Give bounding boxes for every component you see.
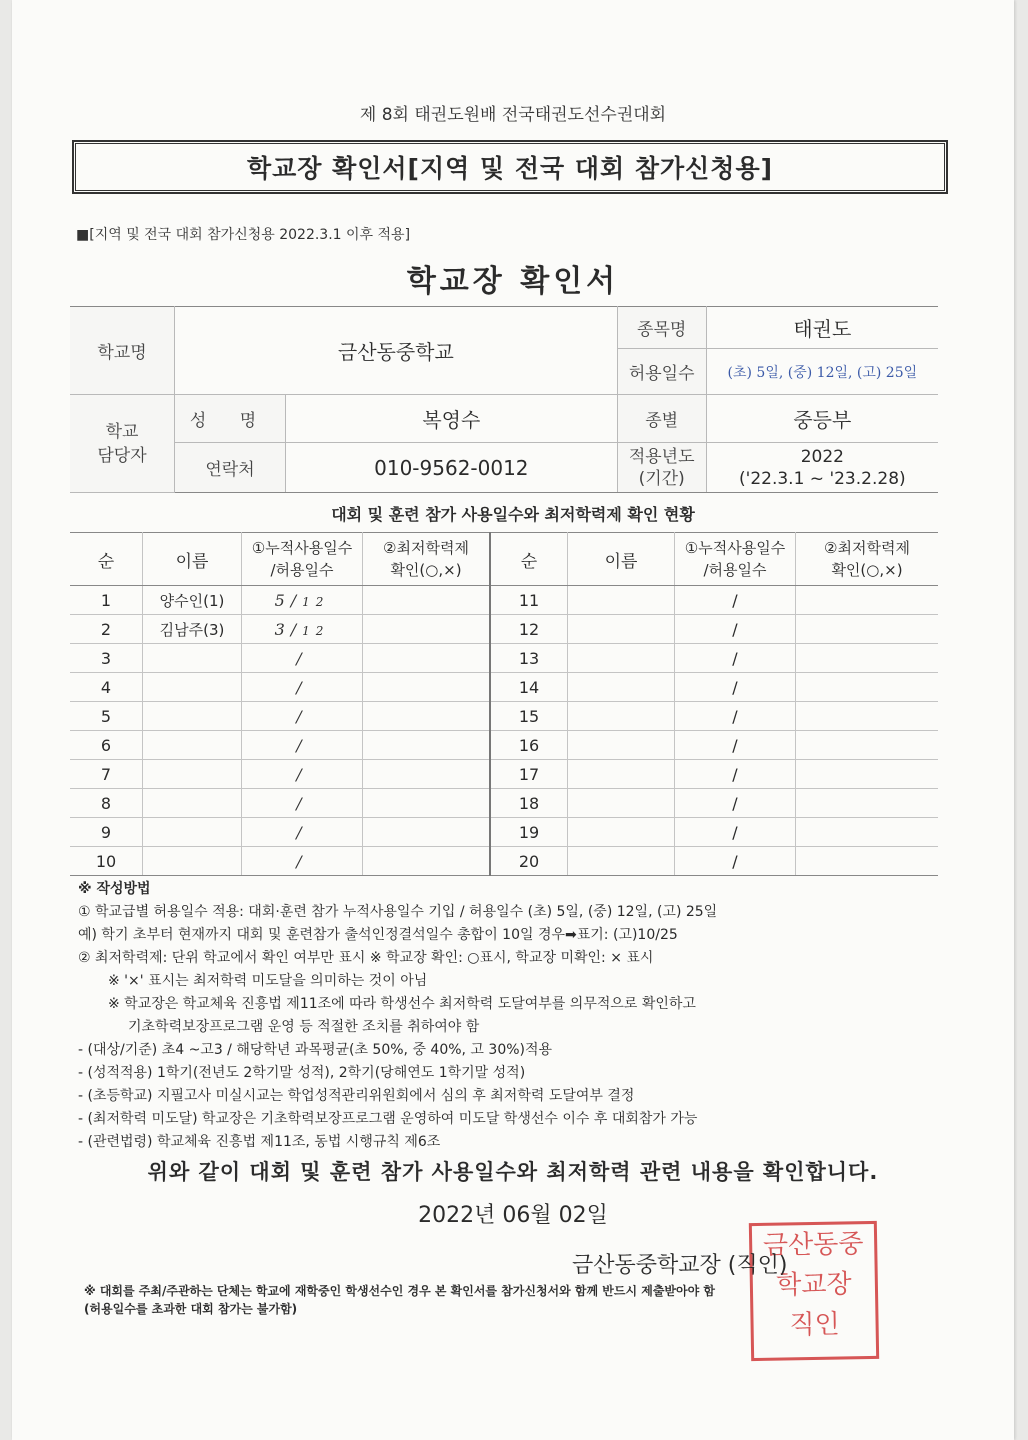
student-name (568, 731, 675, 760)
instruction-line: - (성적적용) 1학기(전년도 2학기말 성적), 2학기(당해연도 1학기말 성적) (78, 1065, 526, 1081)
status-title: 대회 및 훈련 참가 사용일수와 최저학력제 확인 현황 (331, 505, 695, 524)
check-cell (796, 673, 939, 702)
document-title-box (72, 140, 948, 194)
used-days: 5 (274, 590, 291, 610)
student-name (568, 760, 675, 789)
slash: / (290, 619, 303, 639)
slash: / (296, 706, 308, 726)
days-cell (242, 818, 363, 847)
days-cell (242, 760, 363, 789)
student-name (143, 702, 242, 731)
table-row (70, 847, 938, 876)
check-cell (796, 586, 939, 615)
table-row (70, 789, 938, 818)
footnote-line: ※ 대회를 주최/주관하는 단체는 학교에 재학중인 학생선수인 경우 본 확인서를 참가신청서와 함께 반드시 제출받아야 함 (84, 1284, 715, 1298)
days-cell (242, 673, 363, 702)
student-name (568, 644, 675, 673)
row-number: 14 (490, 673, 568, 702)
days-cell: / (675, 847, 796, 876)
slash: / (296, 735, 308, 755)
row-number: 3 (70, 644, 143, 673)
category-label: 종별 (617, 395, 706, 443)
days-cell (242, 615, 363, 644)
year-value: 2022 (800, 446, 844, 467)
table-row (70, 760, 938, 789)
name-label: 성 명 (175, 395, 286, 443)
days-cell: / (675, 644, 796, 673)
days-cell: / (675, 586, 796, 615)
row-number: 9 (70, 818, 143, 847)
check-cell (796, 702, 939, 731)
issue-date: 2022년 06월 02일 (418, 1203, 608, 1228)
confirmation-statement: 위와 같이 대회 및 훈련 참가 사용일수와 최저학력 관련 내용을 확인합니다. (147, 1160, 879, 1184)
student-name (143, 673, 242, 702)
slash: / (296, 851, 308, 871)
slash: / (296, 822, 308, 842)
main-title: 학교장 확인서 (406, 264, 620, 299)
check-cell (796, 615, 939, 644)
check-cell (363, 760, 491, 789)
instruction-line: ② 최저학력제: 단위 학교에서 확인 여부만 표시 ※ 학교장 확인: ○표시, 학교장 미확인: × 표시 (78, 950, 654, 966)
footnote-line: (허용일수를 초과한 대회 참가는 불가함) (84, 1302, 298, 1316)
col-name-left: 이름 (143, 533, 242, 586)
check-cell (363, 702, 491, 731)
table-row (70, 818, 938, 847)
footnote (84, 1282, 944, 1318)
days-cell (242, 847, 363, 876)
check-cell (363, 789, 491, 818)
student-name (143, 731, 242, 760)
check-cell (363, 586, 491, 615)
student-name (568, 615, 675, 644)
days-cell (242, 586, 363, 615)
person-label: 학교 담당자 (70, 395, 175, 493)
check-cell (796, 731, 939, 760)
days-cell (242, 731, 363, 760)
document-title: 학교장 확인서[지역 및 전국 대회 참가신청용] (246, 154, 774, 183)
days-cell (242, 702, 363, 731)
days-cell (242, 789, 363, 818)
row-number: 17 (490, 760, 568, 789)
period-value: ('22.3.1 ~ '23.2.28) (739, 468, 906, 489)
event-title: 제 8회 태권도원배 전국태권도선수권대회 (359, 105, 667, 125)
student-name (568, 818, 675, 847)
row-number: 11 (490, 586, 568, 615)
check-cell (796, 789, 939, 818)
allowed-days: 12 (302, 623, 330, 638)
school-label: 학교명 (70, 307, 175, 395)
days-cell: / (675, 673, 796, 702)
year-label: 적용년도 (기간) (617, 443, 706, 493)
row-number: 7 (70, 760, 143, 789)
allowed-days-value: (초) 5일, (중) 12일, (고) 25일 (706, 349, 938, 395)
table-row (70, 615, 938, 644)
slash: / (290, 590, 303, 610)
row-number: 18 (490, 789, 568, 818)
check-cell (363, 818, 491, 847)
principal-signature: 금산동중학교장 (직인) (572, 1253, 788, 1278)
col-days-left: ①누적사용일수 /허용일수 (242, 533, 363, 586)
col-no-left: 순 (70, 533, 143, 586)
table-row (70, 702, 938, 731)
col-check-left: ②최저학력제 확인(○,×) (363, 533, 491, 586)
used-days: 3 (274, 619, 291, 639)
check-cell (363, 644, 491, 673)
slash: / (296, 793, 308, 813)
instruction-line: - (대상/기준) 초4 ~고3 / 해당학년 과목평균(초 50%, 중 40%, 고 30%)적용 (78, 1042, 553, 1058)
student-name (143, 789, 242, 818)
student-name (143, 847, 242, 876)
student-name (568, 789, 675, 818)
check-cell (363, 615, 491, 644)
allowed-days: 12 (302, 594, 330, 609)
slash: / (296, 648, 308, 668)
check-cell (363, 673, 491, 702)
instructions (78, 878, 958, 1154)
row-number: 12 (490, 615, 568, 644)
col-no-right: 순 (490, 533, 568, 586)
row-number: 19 (490, 818, 568, 847)
slash: / (296, 764, 308, 784)
student-name (568, 847, 675, 876)
row-number: 13 (490, 644, 568, 673)
row-number: 10 (70, 847, 143, 876)
official-seal: 금산동중 학교장 직인 (749, 1221, 879, 1361)
days-cell: / (675, 702, 796, 731)
status-table (70, 532, 938, 876)
instruction-line: ※ 학교장은 학교체육 진흥법 제11조에 따라 학생선수 최저학력 도달여부를 의무적으로 확인하고 (108, 996, 696, 1012)
check-cell (796, 847, 939, 876)
student-name (143, 760, 242, 789)
col-days-right: ①누적사용일수 /허용일수 (675, 533, 796, 586)
table-row (70, 731, 938, 760)
instruction-line: - (관련법령) 학교체육 진흥법 제11조, 동법 시행규칙 제6조 (78, 1134, 441, 1150)
student-name (568, 586, 675, 615)
year-cell (706, 443, 938, 493)
student-name: 김남주(3) (143, 615, 242, 644)
person-name: 복영수 (286, 395, 618, 443)
sport-label: 종목명 (617, 307, 706, 349)
allowed-days-label: 허용일수 (617, 349, 706, 395)
days-cell: / (675, 789, 796, 818)
sport-value: 태권도 (706, 307, 938, 349)
row-number: 16 (490, 731, 568, 760)
row-number: 20 (490, 847, 568, 876)
row-number: 1 (70, 586, 143, 615)
school-name: 금산동중학교 (175, 307, 618, 395)
student-name (568, 673, 675, 702)
col-name-right: 이름 (568, 533, 675, 586)
row-number: 8 (70, 789, 143, 818)
slash: / (296, 677, 308, 697)
days-cell: / (675, 818, 796, 847)
student-name (143, 818, 242, 847)
row-number: 15 (490, 702, 568, 731)
row-number: 5 (70, 702, 143, 731)
student-name (143, 644, 242, 673)
days-cell: / (675, 615, 796, 644)
check-cell (363, 731, 491, 760)
row-number: 4 (70, 673, 143, 702)
check-cell (796, 760, 939, 789)
check-cell (796, 818, 939, 847)
info-table (70, 306, 938, 493)
check-cell (363, 847, 491, 876)
student-name (568, 702, 675, 731)
instruction-line: - (초등학교) 지필고사 미실시교는 학업성적관리위원회에서 심의 후 최저학력 도달여부 결정 (78, 1088, 635, 1104)
contact-label: 연락처 (175, 443, 286, 493)
instruction-line: ① 학교급별 허용일수 적용: 대회·훈련 참가 누적사용일수 기입 / 허용일수 (초) 5일, (중) 12일, (고) 25일 (78, 904, 718, 920)
student-name: 양수인(1) (143, 586, 242, 615)
apply-note: ■[지역 및 전국 대회 참가신청용 2022.3.1 이후 적용] (76, 227, 411, 243)
instructions-heading: ※ 작성방법 (78, 881, 151, 897)
table-row (70, 586, 938, 615)
row-number: 2 (70, 615, 143, 644)
days-cell: / (675, 760, 796, 789)
contact-value: 010-9562-0012 (286, 443, 618, 493)
days-cell (242, 644, 363, 673)
row-number: 6 (70, 731, 143, 760)
table-row (70, 673, 938, 702)
col-check-right: ②최저학력제 확인(○,×) (796, 533, 939, 586)
instruction-line: ※ '×' 표시는 최저학력 미도달을 의미하는 것이 아님 (108, 973, 428, 989)
check-cell (796, 644, 939, 673)
days-cell: / (675, 731, 796, 760)
instruction-line: - (최저학력 미도달) 학교장은 기초학력보장프로그램 운영하여 미도달 학생선수 이수 후 대회참가 가능 (78, 1111, 698, 1127)
category-value: 중등부 (706, 395, 938, 443)
instruction-line: 예) 학기 초부터 현재까지 대회 및 훈련참가 출석인정결석일수 총합이 10일 경우➡표기: (고)10/25 (78, 927, 678, 943)
instruction-line: 기초학력보장프로그램 운영 등 적절한 조치를 취하여야 함 (128, 1019, 480, 1035)
table-row (70, 644, 938, 673)
document-page (12, 0, 1014, 1440)
